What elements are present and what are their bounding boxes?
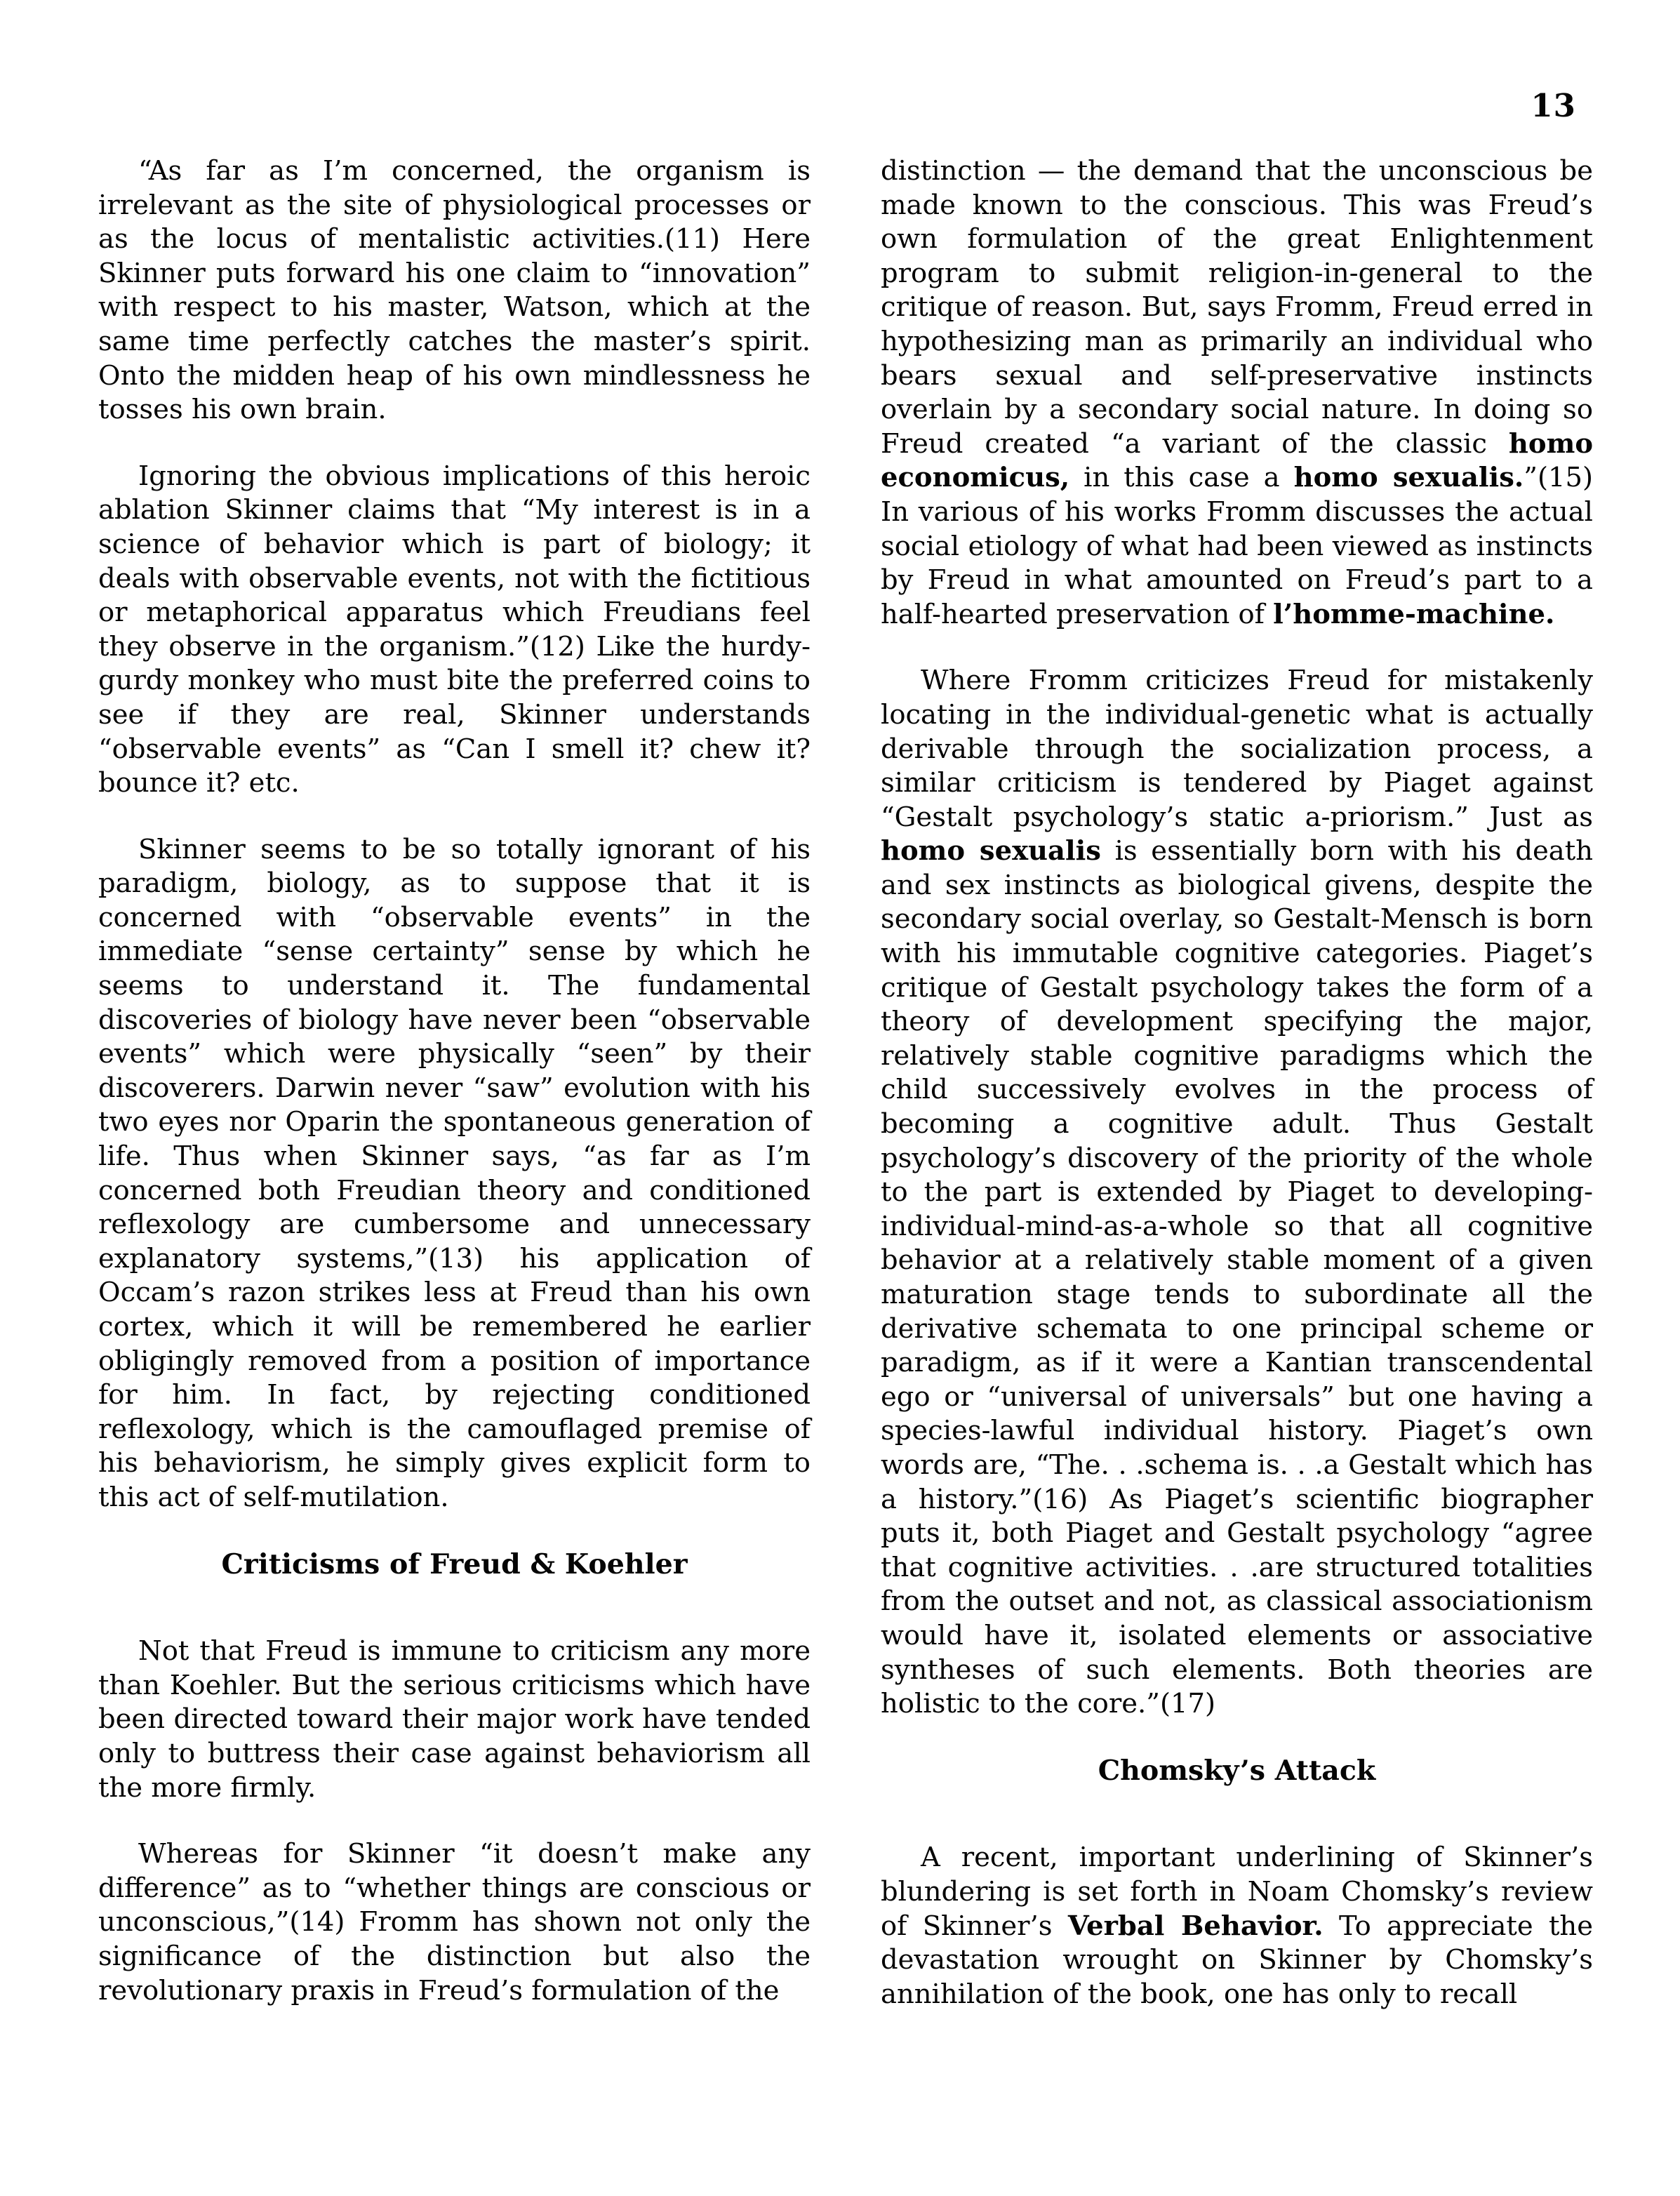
left-column	[98, 154, 811, 2044]
paragraph: Where Fromm criticizes Freud for mistakenly locating in the individual-genetic what is actually derivable through the socialization process, a similar criticism is tendered by Piaget against “Gestalt psychology’s static a-priorism.” Just as homo sexualis is essentially born with his death and sex instincts as biological givens, despite the secondary social overlay, so Gestalt-Mensch is born with his immutable cognitive categories. Piaget’s critique of Gestalt psychology takes the form of a theory of development specifying the major, relatively stable cognitive paradigms which the child successively evolves in the process of becoming a cognitive adult. Thus Gestalt psychology’s discovery of the priority of the whole to the part is extended by Piaget to developing-individual-mind-as-a-whole so that all cognitive behavior at a relatively stable moment of a given maturation stage tends to subordinate all the derivative schemata to one principal scheme or paradigm, as if it were a Kantian transcendental ego or “universal of universals” but one having a species-lawful individual history. Piaget’s own words are, “The. . .schema is. . .a Gestalt which has a history.”(16) As Piaget’s scientific biographer puts it, both Piaget and Gestalt psychology “agree that cognitive activities. . .are structured totalities from the outset and not, as classical associationism would have it, isolated elements or associative syntheses of such elements. Both theories are holistic to the core.”(17)	[881, 665, 1593, 1720]
bold-text: Verbal Behavior.	[1067, 1910, 1324, 1942]
paragraph: Ignoring the obvious implications of this heroic ablation Skinner claims that “My interest is in a science of behavior which is part of biology; it deals with observable events, not with the fictitious or metaphorical apparatus which Freudians feel they observe in the organism.”(12) Like the hurdy-gurdy monkey who must bite the preferred coins to see if they are real, Skinner understands “observable events” as “Can I smell it? chew it? bounce it? etc.	[98, 460, 811, 799]
bold-text: l’homme-machine.	[1273, 598, 1555, 630]
paragraph: A recent, important underlining of Skinner’s blundering is set forth in Noam Chomsky’s review of Skinner’s Verbal Behavior. To appreciate the devastation wrought on Skinner by Chomsky’s annihilation of the book, one has only to recall	[881, 1842, 1593, 2010]
text-columns	[98, 154, 1593, 2044]
section-heading: Chomsky’s Attack	[1098, 1754, 1376, 1787]
paragraph: “As far as I’m concerned, the organism is irrelevant as the site of physiological processes or as the locus of mentalistic activities.(11) Here Skinner puts forward his one claim to “innovation” with respect to his master, Watson, which at the same time perfectly catches the master’s spirit. Onto the midden heap of his own mindlessness he tosses his own brain.	[98, 155, 811, 426]
right-column	[881, 154, 1593, 2044]
section-heading: Criticisms of Freud & Koehler	[221, 1548, 688, 1581]
bold-text: homo sexualis.	[1293, 462, 1524, 494]
paragraph: Not that Freud is immune to criticism any more than Koehler. But the serious criticisms which have been directed toward their major work have tended only to buttress their case against behaviorism all the more firmly.	[98, 1635, 811, 1804]
paragraph: distinction — the demand that the unconscious be made known to the conscious. This was Freud’s own formulation of the great Enlightenment program to submit religion-in-general to the critique of reason. But, says Fromm, Freud erred in hypothesizing man as primarily an individual who bears sexual and self-preservative instincts overlain by a secondary social nature. In doing so Freud created “a variant of the classic homo economicus, in this case a homo sexualis.”(15) In various of his works Fromm discusses the actual social etiology of what had been viewed as instincts by Freud in what amounted on Freud’s part to a half-hearted preservation of l’homme-machine.	[881, 155, 1593, 630]
bold-text: homo economicus,	[881, 427, 1593, 494]
bold-text: homo sexualis	[881, 835, 1101, 867]
paragraph: Whereas for Skinner “it doesn’t make any difference” as to “whether things are conscious or unconscious,”(14) Fromm has shown not only the significance of the distinction but also the revolutionary praxis in Freud’s formulation of the	[98, 1838, 811, 2007]
page-number: 13	[1531, 87, 1576, 124]
paragraph: Skinner seems to be so totally ignorant of his paradigm, biology, as to suppose that it is concerned with “observable events” in the immediate “sense certainty” sense by which he seems to understand it. The fundamental discoveries of biology have never been “observable events” which were physically “seen” by their discoverers. Darwin never “saw” evolution with his two eyes nor Oparin the spontaneous generation of life. Thus when Skinner says, “as far as I’m concerned both Freudian theory and conditioned reflexology are cumbersome and unnecessary explanatory systems,”(13) his application of Occam’s razon strikes less at Freud than his own cortex, which it will be remembered he earlier obligingly removed from a position of importance for him. In fact, by rejecting conditioned reflexology, which is the camouflaged premise of his behaviorism, he simply gives explicit form to this act of self-mutilation.	[98, 833, 811, 1513]
